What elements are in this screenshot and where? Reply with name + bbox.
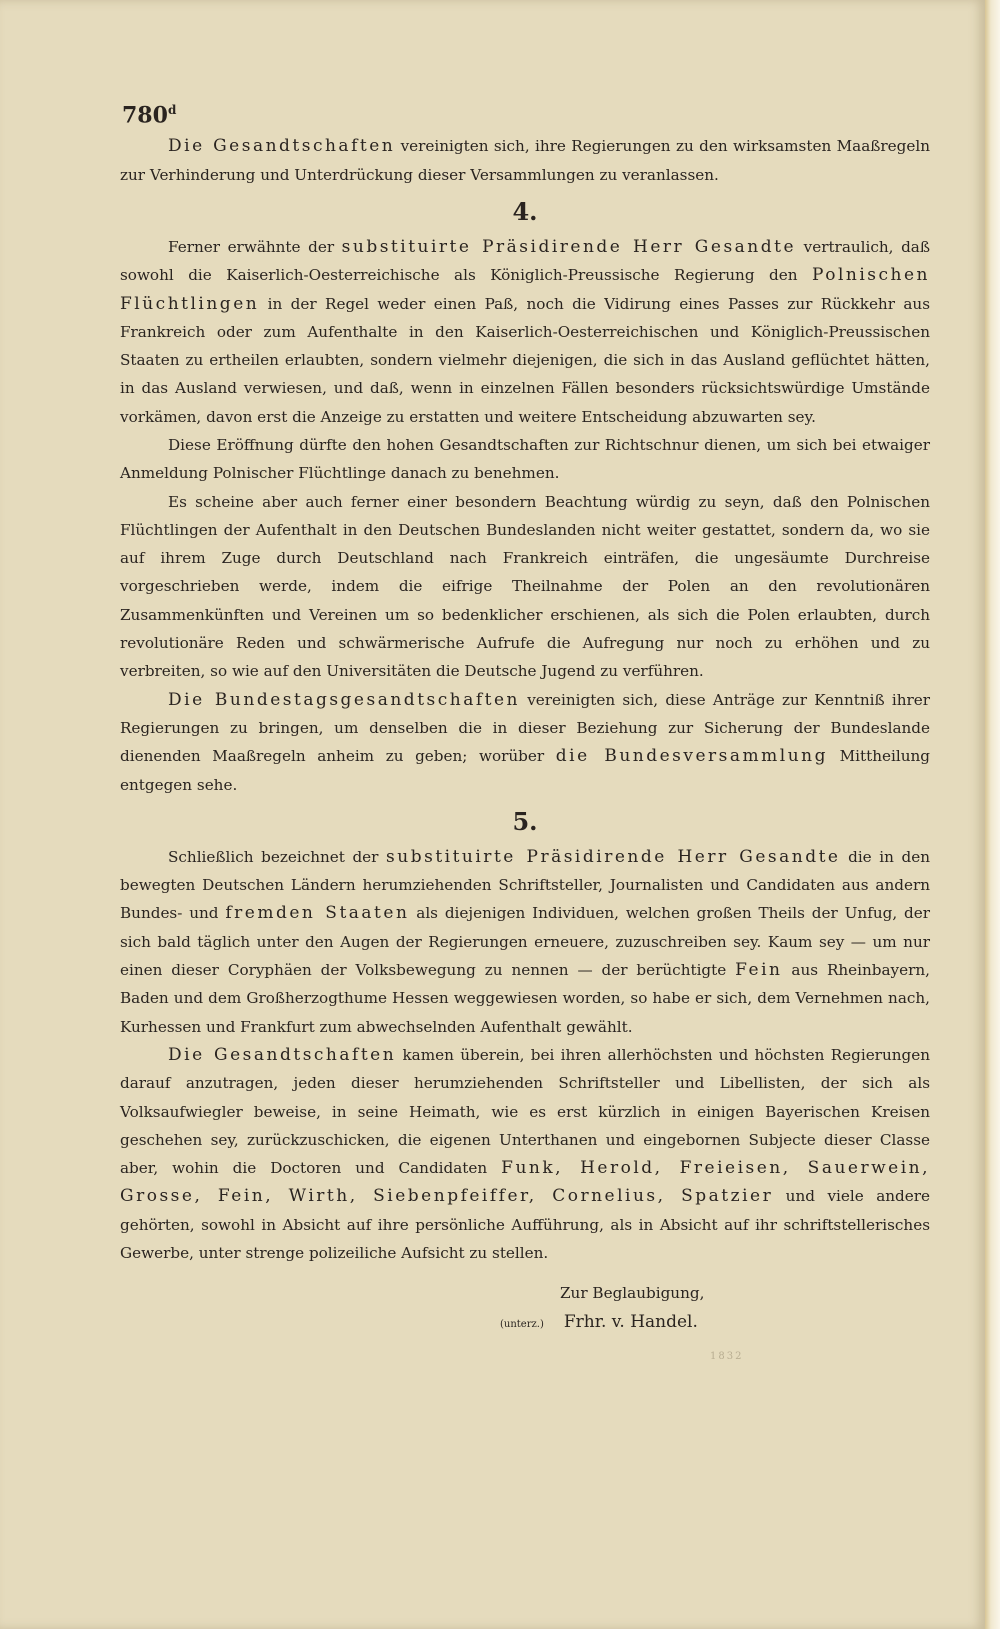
section-4-paragraph-4: Die Bundestagsgesandtschaften vereinigten sich, diese Anträge zur Kenntniß ihrer Regierungen zu bringen, um denselben die in dieser Beziehung zur Sicherung der Bundeslande dienenden Maaßregeln anheim zu geben; worüber die Bundesversammlung Mittheilung entgegen sehe. — [120, 689, 930, 794]
section-4-paragraph-1: Ferner erwähnte der substituirte Präsidirende Herr Gesandte vertraulich, daß sowohl die Kaiserlich-Oesterreichische als Königlich-Preussische Regierung den Polnischen Flüchtlingen in der Regel weder einen Paß, noch die Vidirung eines Passes zur Rückkehr aus Frankreich oder zum Aufenthalte in den Kaiserlich-Oesterreichischen und Königlich-Preussischen Staaten zu ertheilen erlaubten, sondern vielmehr diejenigen, die sich in das Ausland geflüchtet hätten, in das Ausland verwiesen, und daß, wenn in einzelnen Fällen besonders rücksichtswürdige Umstände vorkämen, davon erst die Anzeige zu erstatten und weitere Entscheidung abzuwarten sey. — [120, 236, 930, 426]
page-edge — [985, 0, 1000, 1629]
intro-paragraph: Die Gesandtschaften vereinigten sich, ihre Regierungen zu den wirksamsten Maaßregeln zur Verhinderung und Unterdrückung dieser Versammlungen zu veranlassen. — [120, 136, 931, 184]
section-4-heading: 4. — [512, 196, 538, 226]
signature: (unterz.) Frhr. v. Handel. — [500, 1311, 698, 1332]
section-5-paragraph-2: Die Gesandtschaften kamen überein, bei ihren allerhöchsten und höchsten Regierungen darauf anzutragen, jeden dieser herumziehenden Schriftsteller und Libellisten, der sich als Volksaufwiegler beweise, in seine Heimath, wie es erst kürzlich in einigen Bayerischen Kreisen geschehen sey, zurückzuschicken, die eigenen Unterthanen und eingebornen Subjecte dieser Classe aber, wohin die Doctoren und Candidaten Funk, Herold, Freieisen, Sauerwein, Grosse, Fein, Wirth, Siebenpfeiffer, Cornelius, Spatzier und viele andere gehörten, sowohl in Absicht auf ihre persönliche Aufführung, als in Absicht auf ihr schriftstellerisches Gewerbe, unter strenge polizeiliche Aufsicht zu stellen. — [120, 1044, 931, 1263]
document-body — [120, 95, 930, 1371]
section-4-paragraph-2: Diese Eröffnung dürfte den hohen Gesandtschaften zur Richtschnur dienen, um sich bei etwaiger Anmeldung Polnischer Flüchtlinge danach zu benehmen. — [120, 436, 930, 483]
attestation: Zur Beglaubigung, — [560, 1284, 705, 1303]
faded-stamp: 1832 — [710, 1350, 744, 1362]
section-5-paragraph-1: Schließlich bezeichnet der substituirte Präsidirende Herr Gesandte die in den bewegten Deutschen Ländern herumziehenden Schriftsteller, Journalisten und Candidaten aus andern Bundes- und fremden Staaten als diejenigen Individuen, welchen großen Theils der Unfug, der sich bald täglich unter den Augen der Regierungen erneuere, zuzuschreiben sey. Kaum sey — um nur einen dieser Coryphäen der Volksbewegung zu nennen — der berüchtigte Fein aus Rheinbayern, Baden und dem Großherzogthume Hessen weggewiesen worden, so habe er sich, dem Vernehmen nach, Kurhessen und Frankfurt zum abwechselnden Aufenthalt gewählt. — [120, 846, 931, 1036]
section-4-paragraph-3: Es scheine aber auch ferner einer besondern Beachtung würdig zu seyn, daß den Polnischen Flüchtlingen der Aufenthalt in den Deutschen Bundeslanden nicht weiter gestattet, sondern da, wo sie auf ihrem Zuge durch Deutschland nach Frankreich einträfen, die ungesäumte Durchreise vorgeschrieben werde, indem die eifrige Theilnahme der Polen an den revolutionären Zusammenkünften und Vereinen um so bedenklicher erschienen, als sich die Polen erlaubten, durch revolutionäre Reden und schwärmerische Aufrufe die Aufregung nur noch zu erhöhen und zu verbreiten, so wie auf den Universitäten die Deutsche Jugend zu verführen. — [120, 492, 930, 681]
page-number: 780$^d$ — [122, 102, 177, 129]
section-5-heading: 5. — [512, 806, 538, 836]
